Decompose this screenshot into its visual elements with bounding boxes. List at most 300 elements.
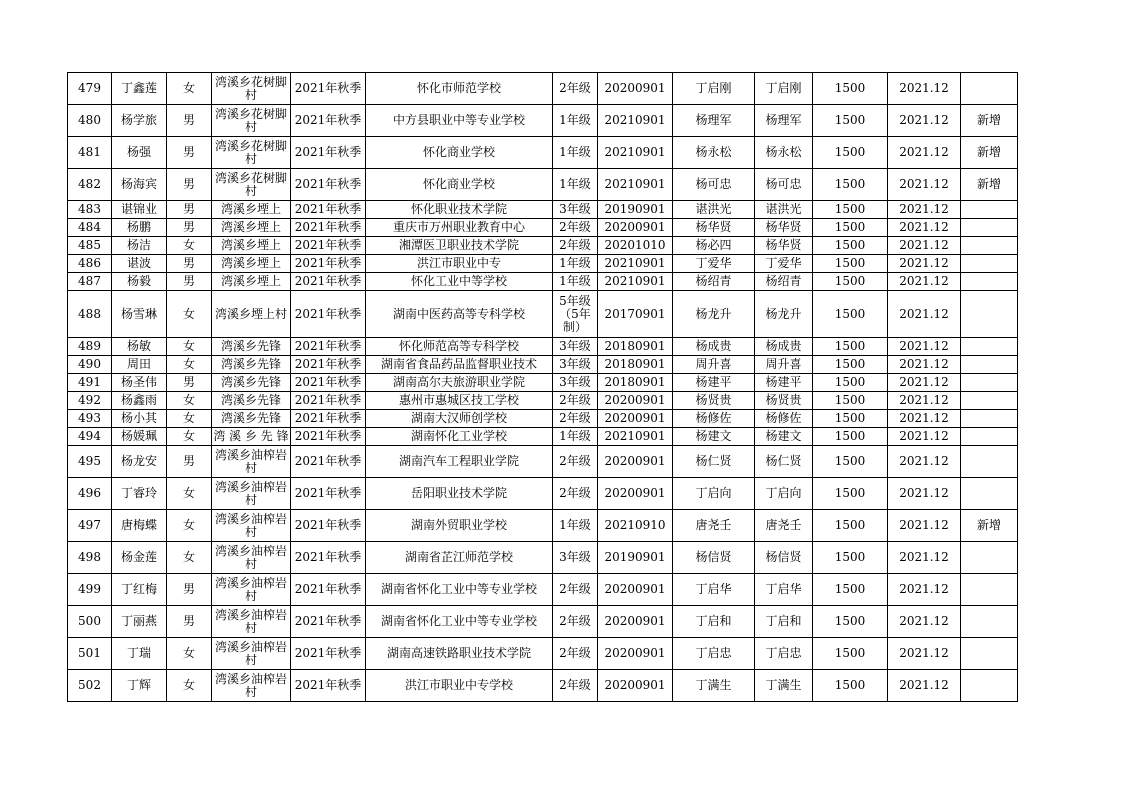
parent-name-cell: 谌洪光 [673,201,755,219]
grade-cell: 3年级 [553,542,598,574]
row-number-cell: 480 [68,105,112,137]
period-cell: 2021.12 [888,273,961,291]
amount-cell: 1500 [813,428,888,446]
grade-cell: 5年级（5年制） [553,291,598,338]
payee-name-cell: 杨修佐 [755,410,813,428]
student-sex-cell: 女 [167,542,212,574]
payee-name-cell: 杨建平 [755,374,813,392]
parent-name-cell: 杨龙升 [673,291,755,338]
table-row [68,638,1018,670]
student-sex-cell: 女 [167,338,212,356]
table-row [68,338,1018,356]
amount-cell: 1500 [813,105,888,137]
village-cell: 湾溪乡先锋 [212,410,291,428]
parent-name-cell: 杨永松 [673,137,755,169]
table-row [68,255,1018,273]
student-name-cell: 杨洁 [112,237,167,255]
parent-name-cell: 丁启刚 [673,73,755,105]
table-row [68,478,1018,510]
table-row [68,446,1018,478]
note-cell [961,638,1018,670]
amount-cell: 1500 [813,237,888,255]
student-sex-cell: 男 [167,219,212,237]
village-cell: 湾溪乡先锋 [212,374,291,392]
student-name-cell: 杨学旅 [112,105,167,137]
grade-cell: 3年级 [553,201,598,219]
term-cell: 2021年秋季 [291,410,366,428]
row-number-cell: 483 [68,201,112,219]
table-row [68,574,1018,606]
village-cell: 湾溪乡堙上 [212,273,291,291]
note-cell [961,73,1018,105]
payee-name-cell: 丁满生 [755,670,813,702]
enroll-date-cell: 20190901 [598,201,673,219]
row-number-cell: 488 [68,291,112,338]
school-cell: 重庆市万州职业教育中心 [366,219,553,237]
term-cell: 2021年秋季 [291,510,366,542]
period-cell: 2021.12 [888,446,961,478]
term-cell: 2021年秋季 [291,338,366,356]
student-name-cell: 丁鑫莲 [112,73,167,105]
period-cell: 2021.12 [888,255,961,273]
student-name-cell: 周田 [112,356,167,374]
payee-name-cell: 丁爱华 [755,255,813,273]
row-number-cell: 494 [68,428,112,446]
table-row [68,219,1018,237]
school-cell: 中方县职业中等专业学校 [366,105,553,137]
table-row [68,169,1018,201]
school-cell: 湖南汽车工程职业学院 [366,446,553,478]
village-cell: 湾 溪 乡 先 锋 [212,428,291,446]
student-sex-cell: 女 [167,237,212,255]
village-cell: 湾溪乡油榨岩村 [212,542,291,574]
grade-cell: 1年级 [553,169,598,201]
table-row [68,73,1018,105]
row-number-cell: 493 [68,410,112,428]
row-number-cell: 499 [68,574,112,606]
school-cell: 洪江市职业中专 [366,255,553,273]
table-row [68,237,1018,255]
grade-cell: 1年级 [553,137,598,169]
amount-cell: 1500 [813,137,888,169]
amount-cell: 1500 [813,273,888,291]
village-cell: 湾溪乡油榨岩村 [212,478,291,510]
enroll-date-cell: 20180901 [598,338,673,356]
note-cell: 新增 [961,169,1018,201]
note-cell [961,338,1018,356]
grade-cell: 2年级 [553,478,598,510]
enroll-date-cell: 20200901 [598,410,673,428]
village-cell: 湾溪乡先锋 [212,338,291,356]
term-cell: 2021年秋季 [291,356,366,374]
student-name-cell: 杨毅 [112,273,167,291]
period-cell: 2021.12 [888,542,961,574]
student-name-cell: 杨强 [112,137,167,169]
student-sex-cell: 女 [167,356,212,374]
village-cell: 湾溪乡油榨岩村 [212,606,291,638]
grade-cell: 1年级 [553,428,598,446]
term-cell: 2021年秋季 [291,478,366,510]
student-name-cell: 丁睿玲 [112,478,167,510]
school-cell: 湘潭医卫职业技术学院 [366,237,553,255]
term-cell: 2021年秋季 [291,574,366,606]
amount-cell: 1500 [813,356,888,374]
parent-name-cell: 杨建平 [673,374,755,392]
amount-cell: 1500 [813,73,888,105]
payee-name-cell: 杨仁贤 [755,446,813,478]
amount-cell: 1500 [813,169,888,201]
student-name-cell: 杨海宾 [112,169,167,201]
period-cell: 2021.12 [888,392,961,410]
student-name-cell: 杨圣伟 [112,374,167,392]
payee-name-cell: 杨永松 [755,137,813,169]
parent-name-cell: 杨仁贤 [673,446,755,478]
grade-cell: 2年级 [553,670,598,702]
parent-name-cell: 丁启和 [673,606,755,638]
school-cell: 湖南省芷江师范学校 [366,542,553,574]
row-number-cell: 500 [68,606,112,638]
note-cell [961,446,1018,478]
table-row [68,291,1018,338]
note-cell [961,273,1018,291]
school-cell: 怀化商业学校 [366,169,553,201]
parent-name-cell: 杨建文 [673,428,755,446]
period-cell: 2021.12 [888,201,961,219]
grade-cell: 2年级 [553,638,598,670]
note-cell: 新增 [961,105,1018,137]
term-cell: 2021年秋季 [291,542,366,574]
term-cell: 2021年秋季 [291,606,366,638]
row-number-cell: 486 [68,255,112,273]
table-row [68,273,1018,291]
enroll-date-cell: 20200901 [598,638,673,670]
enroll-date-cell: 20210901 [598,105,673,137]
term-cell: 2021年秋季 [291,255,366,273]
parent-name-cell: 唐尧壬 [673,510,755,542]
student-name-cell: 丁丽燕 [112,606,167,638]
student-sex-cell: 女 [167,638,212,670]
parent-name-cell: 杨信贤 [673,542,755,574]
enroll-date-cell: 20200901 [598,574,673,606]
table-row [68,606,1018,638]
grade-cell: 1年级 [553,255,598,273]
enroll-date-cell: 20210901 [598,137,673,169]
table-row [68,137,1018,169]
row-number-cell: 479 [68,73,112,105]
table-row [68,356,1018,374]
school-cell: 怀化市师范学校 [366,73,553,105]
grade-cell: 3年级 [553,356,598,374]
enroll-date-cell: 20200901 [598,73,673,105]
table-row [68,542,1018,574]
amount-cell: 1500 [813,510,888,542]
period-cell: 2021.12 [888,670,961,702]
parent-name-cell: 杨绍青 [673,273,755,291]
parent-name-cell: 丁启忠 [673,638,755,670]
student-name-cell: 杨鑫雨 [112,392,167,410]
table-row [68,510,1018,542]
table-row [68,410,1018,428]
payee-name-cell: 杨贤贵 [755,392,813,410]
term-cell: 2021年秋季 [291,201,366,219]
enroll-date-cell: 20200901 [598,446,673,478]
table-row [68,105,1018,137]
term-cell: 2021年秋季 [291,374,366,392]
student-sex-cell: 男 [167,169,212,201]
amount-cell: 1500 [813,542,888,574]
term-cell: 2021年秋季 [291,638,366,670]
student-sex-cell: 男 [167,255,212,273]
enroll-date-cell: 20200901 [598,670,673,702]
amount-cell: 1500 [813,410,888,428]
enroll-date-cell: 20210901 [598,255,673,273]
village-cell: 湾溪乡堙上 [212,255,291,273]
term-cell: 2021年秋季 [291,291,366,338]
term-cell: 2021年秋季 [291,392,366,410]
row-number-cell: 497 [68,510,112,542]
payee-name-cell: 杨建文 [755,428,813,446]
student-name-cell: 杨雪琳 [112,291,167,338]
row-number-cell: 501 [68,638,112,670]
row-number-cell: 482 [68,169,112,201]
note-cell [961,670,1018,702]
period-cell: 2021.12 [888,105,961,137]
village-cell: 湾溪乡花树脚村 [212,137,291,169]
payee-name-cell: 丁启华 [755,574,813,606]
enroll-date-cell: 20210901 [598,428,673,446]
village-cell: 湾溪乡花树脚村 [212,73,291,105]
payee-name-cell: 唐尧壬 [755,510,813,542]
student-sex-cell: 女 [167,410,212,428]
grade-cell: 2年级 [553,73,598,105]
note-cell [961,478,1018,510]
period-cell: 2021.12 [888,638,961,670]
village-cell: 湾溪乡油榨岩村 [212,670,291,702]
payee-name-cell: 杨华贤 [755,237,813,255]
village-cell: 湾溪乡堙上 [212,219,291,237]
student-sex-cell: 男 [167,105,212,137]
grade-cell: 2年级 [553,237,598,255]
amount-cell: 1500 [813,392,888,410]
note-cell [961,255,1018,273]
payee-name-cell: 杨龙升 [755,291,813,338]
school-cell: 怀化职业技术学院 [366,201,553,219]
school-cell: 湖南省怀化工业中等专业学校 [366,574,553,606]
parent-name-cell: 杨可忠 [673,169,755,201]
note-cell [961,606,1018,638]
payee-name-cell: 丁启和 [755,606,813,638]
grade-cell: 2年级 [553,219,598,237]
amount-cell: 1500 [813,606,888,638]
note-cell [961,237,1018,255]
amount-cell: 1500 [813,255,888,273]
school-cell: 湖南外贸职业学校 [366,510,553,542]
student-name-cell: 唐梅蝶 [112,510,167,542]
note-cell [961,201,1018,219]
amount-cell: 1500 [813,478,888,510]
term-cell: 2021年秋季 [291,273,366,291]
student-sex-cell: 男 [167,446,212,478]
village-cell: 湾溪乡油榨岩村 [212,446,291,478]
amount-cell: 1500 [813,670,888,702]
enroll-date-cell: 20210910 [598,510,673,542]
student-sex-cell: 男 [167,201,212,219]
row-number-cell: 481 [68,137,112,169]
row-number-cell: 498 [68,542,112,574]
grade-cell: 1年级 [553,510,598,542]
term-cell: 2021年秋季 [291,105,366,137]
period-cell: 2021.12 [888,291,961,338]
note-cell [961,574,1018,606]
period-cell: 2021.12 [888,237,961,255]
school-cell: 湖南高尔夫旅游职业学院 [366,374,553,392]
grade-cell: 1年级 [553,105,598,137]
table-row [68,428,1018,446]
amount-cell: 1500 [813,201,888,219]
student-name-cell: 谌锦业 [112,201,167,219]
student-name-cell: 杨敏 [112,338,167,356]
table-row [68,392,1018,410]
row-number-cell: 495 [68,446,112,478]
school-cell: 湖南中医药高等专科学校 [366,291,553,338]
period-cell: 2021.12 [888,73,961,105]
village-cell: 湾溪乡先锋 [212,392,291,410]
student-name-cell: 丁辉 [112,670,167,702]
parent-name-cell: 丁启华 [673,574,755,606]
payee-name-cell: 丁启刚 [755,73,813,105]
school-cell: 湖南大汉师创学校 [366,410,553,428]
school-cell: 岳阳职业技术学院 [366,478,553,510]
note-cell [961,374,1018,392]
village-cell: 湾溪乡花树脚村 [212,105,291,137]
note-cell: 新增 [961,510,1018,542]
student-sex-cell: 女 [167,428,212,446]
period-cell: 2021.12 [888,478,961,510]
row-number-cell: 496 [68,478,112,510]
table-body [68,73,1018,702]
student-sex-cell: 女 [167,73,212,105]
period-cell: 2021.12 [888,137,961,169]
student-sex-cell: 男 [167,374,212,392]
period-cell: 2021.12 [888,606,961,638]
grade-cell: 2年级 [553,446,598,478]
enroll-date-cell: 20210901 [598,169,673,201]
term-cell: 2021年秋季 [291,169,366,201]
payee-name-cell: 丁启忠 [755,638,813,670]
term-cell: 2021年秋季 [291,219,366,237]
parent-name-cell: 杨贤贵 [673,392,755,410]
grade-cell: 2年级 [553,392,598,410]
enroll-date-cell: 20180901 [598,374,673,392]
note-cell [961,392,1018,410]
table-row [68,670,1018,702]
parent-name-cell: 丁爱华 [673,255,755,273]
village-cell: 湾溪乡堙上 [212,201,291,219]
row-number-cell: 490 [68,356,112,374]
payee-name-cell: 周升喜 [755,356,813,374]
payee-name-cell: 杨信贤 [755,542,813,574]
payee-name-cell: 杨绍青 [755,273,813,291]
school-cell: 怀化商业学校 [366,137,553,169]
grade-cell: 3年级 [553,338,598,356]
period-cell: 2021.12 [888,169,961,201]
note-cell [961,219,1018,237]
amount-cell: 1500 [813,446,888,478]
student-sex-cell: 女 [167,291,212,338]
payee-name-cell: 杨华贤 [755,219,813,237]
term-cell: 2021年秋季 [291,446,366,478]
student-sex-cell: 女 [167,392,212,410]
village-cell: 湾溪乡油榨岩村 [212,574,291,606]
student-sex-cell: 女 [167,478,212,510]
parent-name-cell: 杨成贵 [673,338,755,356]
amount-cell: 1500 [813,638,888,670]
school-cell: 惠州市惠城区技工学校 [366,392,553,410]
enroll-date-cell: 20170901 [598,291,673,338]
period-cell: 2021.12 [888,428,961,446]
amount-cell: 1500 [813,219,888,237]
payee-name-cell: 杨可忠 [755,169,813,201]
village-cell: 湾溪乡油榨岩村 [212,510,291,542]
grade-cell: 2年级 [553,574,598,606]
parent-name-cell: 丁满生 [673,670,755,702]
grade-cell: 1年级 [553,273,598,291]
term-cell: 2021年秋季 [291,428,366,446]
amount-cell: 1500 [813,574,888,606]
row-number-cell: 492 [68,392,112,410]
table-row [68,374,1018,392]
period-cell: 2021.12 [888,510,961,542]
village-cell: 湾溪乡油榨岩村 [212,638,291,670]
enroll-date-cell: 20200901 [598,606,673,638]
period-cell: 2021.12 [888,219,961,237]
enroll-date-cell: 20200901 [598,478,673,510]
enroll-date-cell: 20190901 [598,542,673,574]
parent-name-cell: 杨必四 [673,237,755,255]
student-sex-cell: 男 [167,606,212,638]
parent-name-cell: 杨修佐 [673,410,755,428]
grade-cell: 3年级 [553,374,598,392]
grade-cell: 2年级 [553,606,598,638]
parent-name-cell: 丁启向 [673,478,755,510]
village-cell: 湾溪乡堙上村 [212,291,291,338]
student-name-cell: 杨龙安 [112,446,167,478]
amount-cell: 1500 [813,374,888,392]
note-cell [961,428,1018,446]
school-cell: 湖南高速铁路职业技术学院 [366,638,553,670]
enroll-date-cell: 20210901 [598,273,673,291]
payee-name-cell: 谌洪光 [755,201,813,219]
note-cell [961,291,1018,338]
student-name-cell: 丁瑞 [112,638,167,670]
student-name-cell: 丁红梅 [112,574,167,606]
period-cell: 2021.12 [888,338,961,356]
enroll-date-cell: 20201010 [598,237,673,255]
note-cell [961,410,1018,428]
table-row [68,201,1018,219]
payee-name-cell: 杨理军 [755,105,813,137]
row-number-cell: 484 [68,219,112,237]
subsidy-table [67,72,1018,702]
school-cell: 洪江市职业中专学校 [366,670,553,702]
student-sex-cell: 女 [167,670,212,702]
term-cell: 2021年秋季 [291,670,366,702]
student-sex-cell: 男 [167,574,212,606]
parent-name-cell: 杨理军 [673,105,755,137]
student-sex-cell: 女 [167,510,212,542]
parent-name-cell: 杨华贤 [673,219,755,237]
note-cell [961,542,1018,574]
